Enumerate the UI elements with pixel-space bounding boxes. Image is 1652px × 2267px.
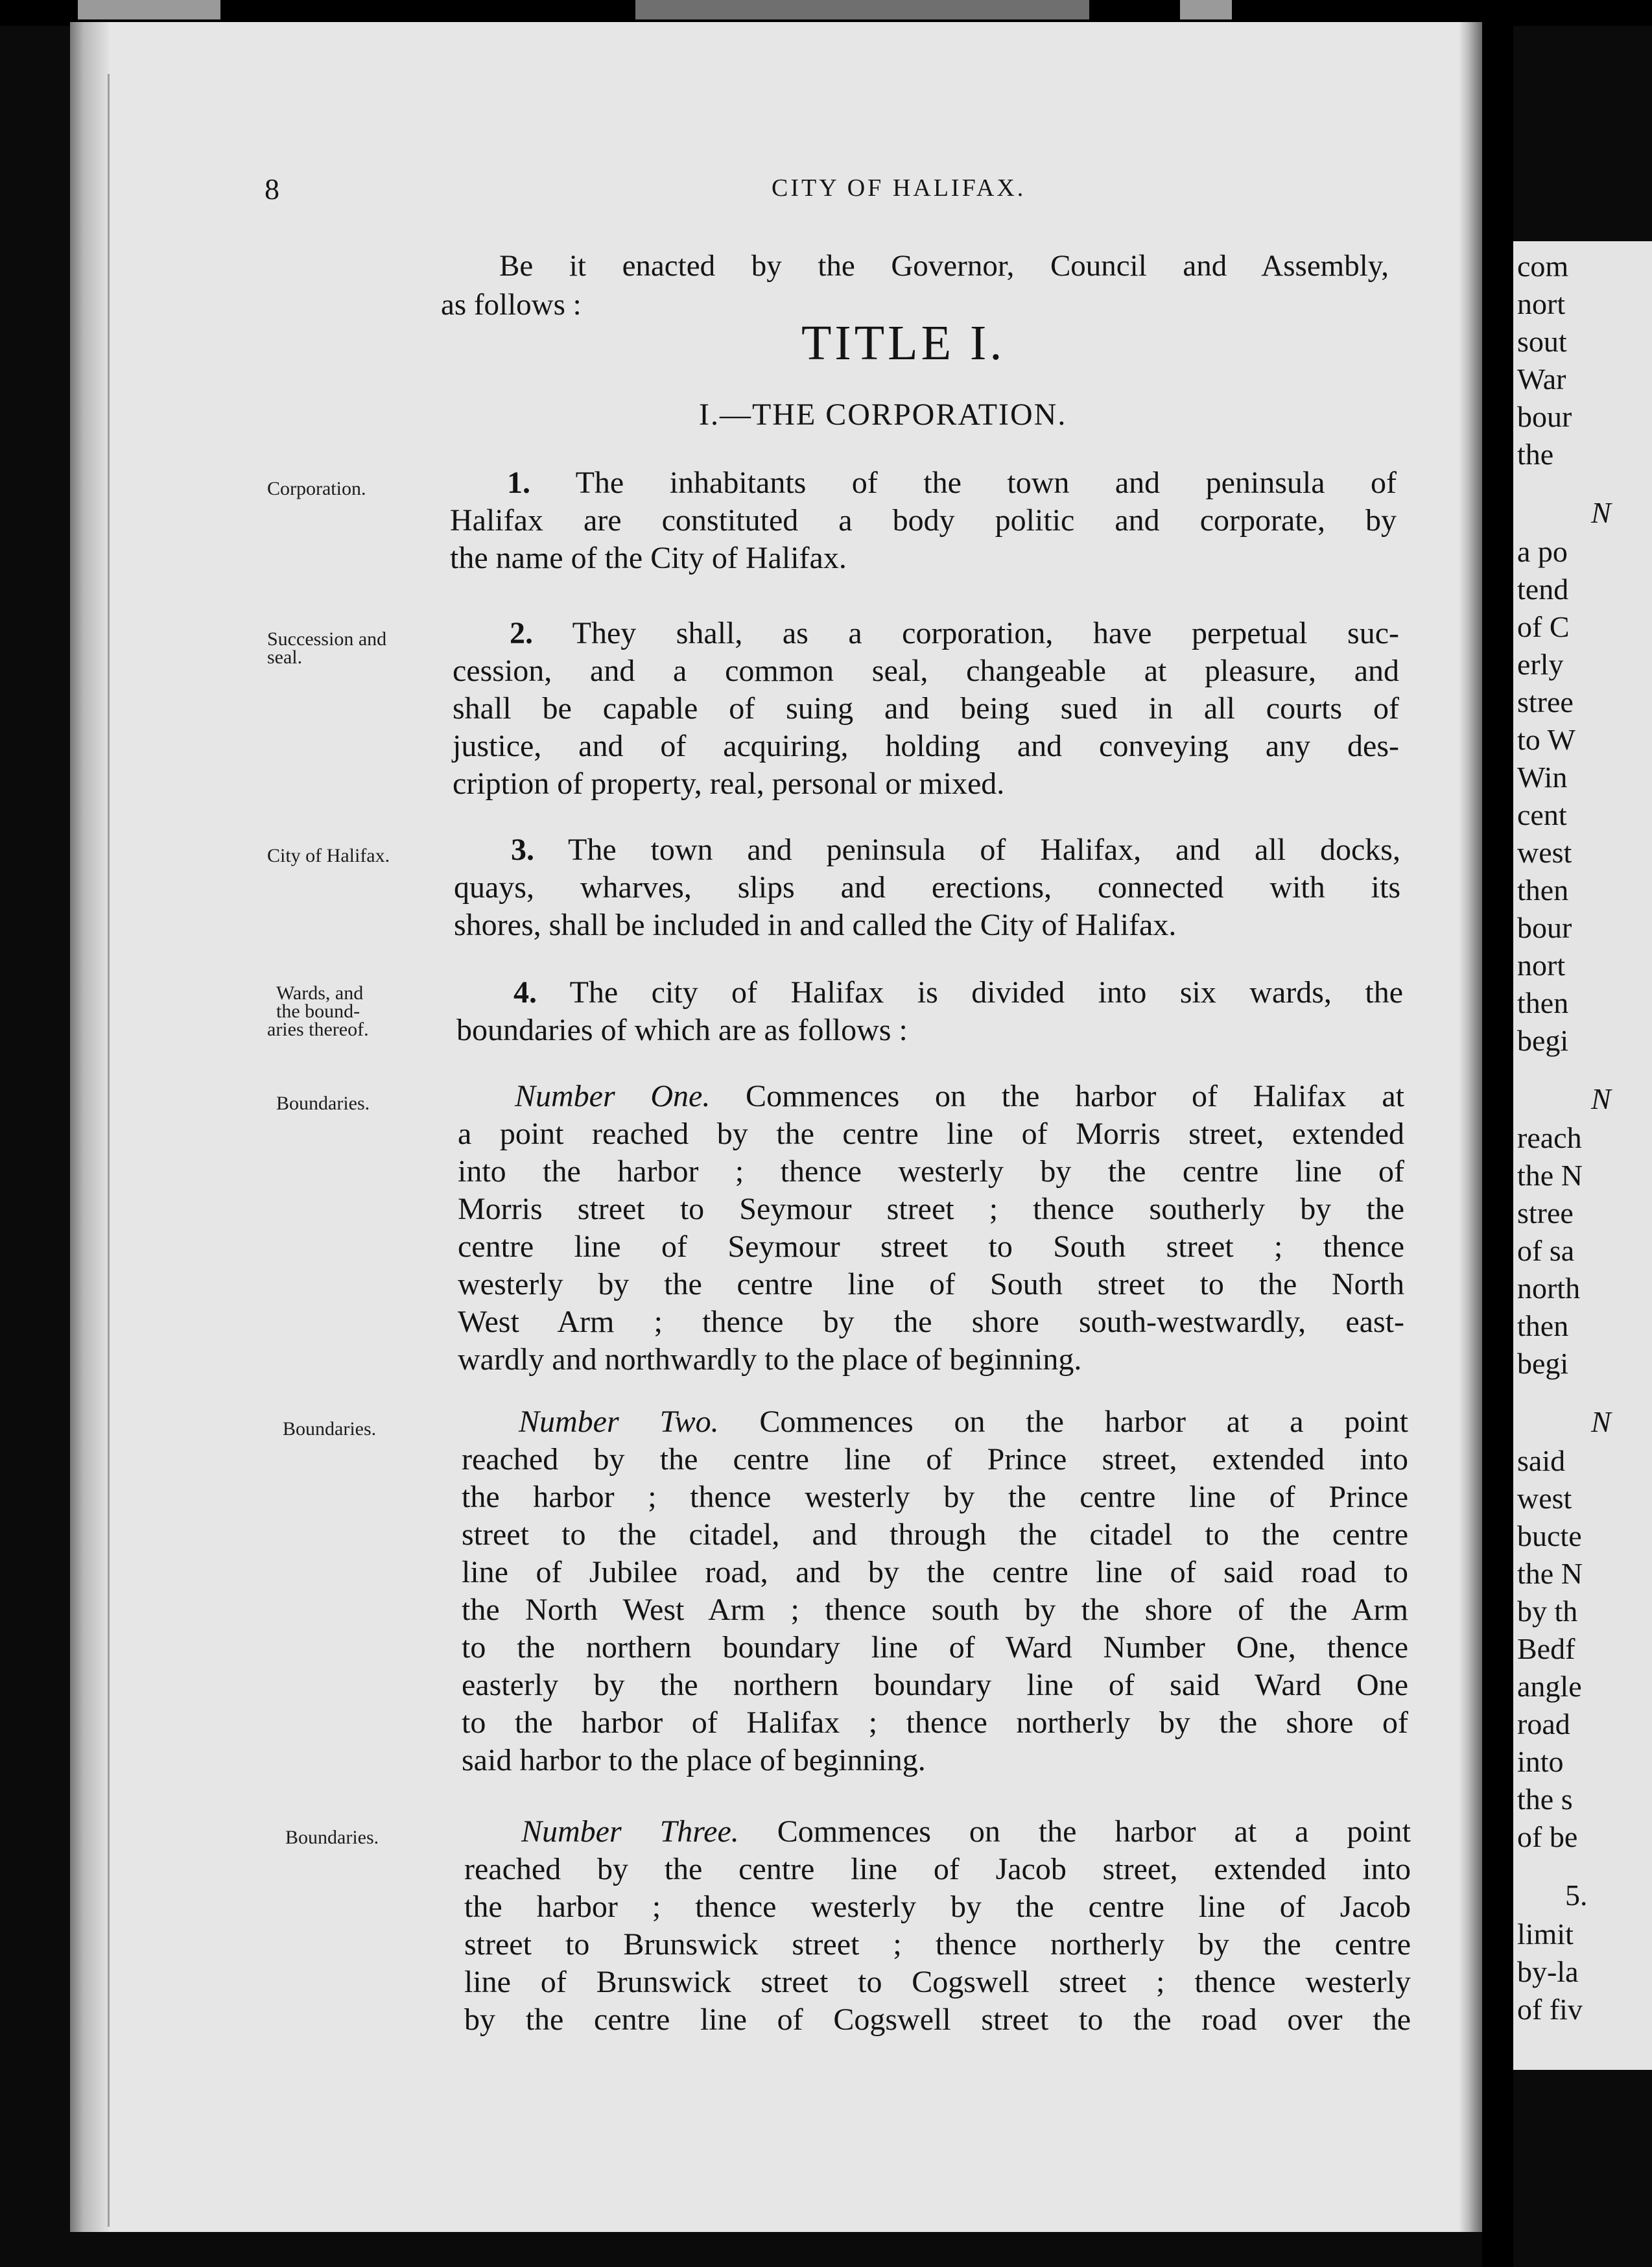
section-line: street to the citadel, and through the citadel to the centre [462, 1517, 1408, 1552]
section-line: westerly by the centre line of South street to the North [458, 1267, 1404, 1301]
margin-note-boundaries: Boundaries. [283, 1418, 377, 1440]
facing-page-fragment: then [1517, 873, 1569, 907]
facing-page-fragment: bucte [1517, 1519, 1582, 1552]
facing-page-fragment: reach [1517, 1121, 1582, 1154]
enactment-clause [441, 246, 1389, 324]
page-number: 8 [265, 172, 279, 206]
section-text: They shall, as a corporation, have perpetual suc- [572, 616, 1399, 650]
scan-edge-mark [1180, 0, 1232, 19]
section-line [458, 1078, 1404, 1115]
ward-heading: Number One. [515, 1079, 711, 1113]
section-line [456, 974, 1403, 1012]
facing-page-fragment: the [1517, 438, 1554, 471]
section-line: into the harbor ; thence westerly by the centre line of [458, 1154, 1404, 1189]
section-number: 3. [511, 833, 534, 867]
facing-page-fragment: then [1517, 986, 1569, 1019]
section-line: the harbor ; thence westerly by the centre line of Jacob [464, 1890, 1411, 1924]
section-line: by the centre line of Cogswell street to the road over the [464, 2002, 1411, 2037]
margin-note-boundaries: Boundaries. [285, 1827, 379, 1848]
margin-note-city: City of Halifax. [267, 845, 390, 866]
facing-page-fragment: 5. [1565, 1879, 1588, 1912]
facing-page-fragment: angle [1517, 1670, 1582, 1703]
facing-page-fragment: to W [1517, 723, 1575, 756]
scan-edge-mark [78, 0, 220, 19]
facing-page-fragment: cent [1517, 798, 1567, 831]
section-line: cession, and a common seal, changeable at pleasure, and [453, 654, 1399, 688]
facing-page-fragment: Bedf [1517, 1632, 1575, 1665]
section-line: easterly by the northern boundary line of said Ward One [462, 1668, 1408, 1702]
section-line: the name of the City of Halifax. [450, 541, 847, 575]
margin-note-line: Wards, and [276, 982, 364, 1004]
facing-page-fragment: erly [1517, 648, 1564, 681]
enactment-line: as follows : [441, 288, 582, 322]
margin-note-corporation: Corporation. [267, 478, 366, 499]
facing-page-fragment: bour [1517, 400, 1572, 433]
section-line: said harbor to the place of beginning. [462, 1743, 926, 1777]
ward-two-boundaries [462, 1403, 1408, 1779]
margin-note-line: the bound- [276, 1001, 360, 1022]
margin-note-wards [267, 984, 432, 1039]
section-line: cription of property, real, personal or mixed. [453, 766, 1005, 801]
section-3 [454, 831, 1400, 944]
facing-page-fragment: stree [1517, 1196, 1574, 1229]
facing-page-fragment: a po [1517, 535, 1568, 568]
facing-page-fragment: sout [1517, 325, 1567, 358]
section-line [453, 615, 1399, 652]
facing-page-fragment: said [1517, 1444, 1566, 1477]
section-line: West Arm ; thence by the shore south-westwardly, east- [458, 1305, 1404, 1339]
page-fold-shadow [70, 22, 109, 2232]
facing-page-fragment: of fiv [1517, 1993, 1583, 2026]
facing-page-fragment: bour [1517, 911, 1572, 944]
part-heading: I.—THE CORPORATION. [699, 398, 1067, 432]
facing-page-fragment: the N [1517, 1159, 1583, 1192]
margin-note-boundaries: Boundaries. [276, 1093, 370, 1114]
margin-note-line: aries thereof. [267, 1019, 369, 1040]
facing-page-fragment: limit [1517, 1917, 1574, 1951]
facing-page-fragment: west [1517, 1482, 1572, 1515]
facing-page-fragment: of sa [1517, 1234, 1575, 1267]
facing-page-fragment: north [1517, 1272, 1581, 1305]
section-4 [456, 974, 1403, 1049]
page-edge-line [108, 74, 110, 2227]
facing-page-fragment: nort [1517, 949, 1566, 982]
facing-page-fragment: begi [1517, 1024, 1569, 1057]
facing-page-fragment: War [1517, 362, 1566, 396]
facing-page-fragment: the N [1517, 1557, 1583, 1590]
margin-note-line: Succession and [267, 628, 387, 650]
section-line: a point reached by the centre line of Morris street, extended [458, 1117, 1404, 1151]
section-line: reached by the centre line of Jacob street, extended into [464, 1852, 1411, 1886]
facing-page-fragment: Win [1517, 761, 1568, 794]
page-gutter-shadow [1459, 22, 1482, 2232]
section-line [462, 1403, 1408, 1441]
section-text: The inhabitants of the town and peninsula of [575, 466, 1397, 500]
section-line: reached by the centre line of Prince street, extended into [462, 1442, 1408, 1477]
facing-page-fragment: com [1517, 250, 1569, 283]
enactment-line: Be it enacted by the Governor, Council and Assembly, [499, 249, 1389, 283]
margin-note-succession [267, 630, 432, 667]
section-line: shores, shall be included in and called the City of Halifax. [454, 908, 1177, 942]
facing-page-fragment: N [1591, 1405, 1611, 1438]
book-gutter [1482, 0, 1513, 2267]
section-line [464, 1813, 1411, 1851]
facing-page-fragment: by th [1517, 1595, 1578, 1628]
ward-three-boundaries [464, 1813, 1411, 2039]
section-number: 1. [507, 466, 530, 500]
ward-heading: Number Three. [521, 1814, 739, 1849]
margin-note-line: seal. [267, 647, 303, 668]
facing-page-fragment: into [1517, 1745, 1564, 1778]
facing-page-fragment: tend [1517, 573, 1569, 606]
section-1 [450, 464, 1397, 577]
section-line: Morris street to Seymour street ; thence southerly by the [458, 1192, 1404, 1226]
facing-page-fragment: the s [1517, 1783, 1573, 1816]
section-text: The city of Halifax is divided into six wards, the [569, 975, 1403, 1010]
facing-page-fragment: nort [1517, 287, 1566, 320]
section-line: to the harbor of Halifax ; thence northerly by the shore of [462, 1705, 1408, 1740]
section-line: line of Brunswick street to Cogswell street ; thence westerly [464, 1965, 1411, 1999]
section-2 [453, 615, 1399, 803]
section-line: justice, and of acquiring, holding and conveying any des- [453, 729, 1399, 763]
facing-page-fragment: of be [1517, 1820, 1578, 1853]
facing-page-fragment: stree [1517, 685, 1574, 718]
section-number: 2. [510, 616, 533, 650]
section-line [454, 831, 1400, 869]
ward-heading: Number Two. [519, 1405, 719, 1439]
section-line: wardly and northwardly to the place of beginning. [458, 1342, 1082, 1377]
section-text: Commences on the harbor at a point [759, 1405, 1408, 1439]
facing-page-fragment: road [1517, 1707, 1570, 1740]
facing-page-fragment: west [1517, 836, 1572, 869]
facing-page-fragment: then [1517, 1309, 1569, 1342]
section-line: line of Jubilee road, and by the centre line of said road to [462, 1555, 1408, 1589]
section-line: shall be capable of suing and being sued in all courts of [453, 691, 1399, 726]
facing-page-fragment: N [1591, 1082, 1611, 1115]
facing-page-fragment: by-la [1517, 1955, 1579, 1988]
facing-page-fragment: begi [1517, 1347, 1569, 1380]
section-line: street to Brunswick street ; thence northerly by the centre [464, 1927, 1411, 1962]
section-line: centre line of Seymour street to South street ; thence [458, 1229, 1404, 1264]
section-line: the harbor ; thence westerly by the centre line of Prince [462, 1480, 1408, 1514]
ward-one-boundaries [458, 1078, 1404, 1379]
title-heading: TITLE I. [801, 316, 1006, 370]
running-head: CITY OF HALIFAX. [772, 174, 1026, 202]
section-line: the North West Arm ; thence south by the shore of the Arm [462, 1593, 1408, 1627]
section-text: The town and peninsula of Halifax, and all docks, [568, 833, 1400, 867]
section-text: Commences on the harbor at a point [777, 1814, 1411, 1849]
section-line: to the northern boundary line of Ward Number One, thence [462, 1630, 1408, 1665]
scan-edge-mark [635, 0, 1089, 19]
section-line: boundaries of which are as follows : [456, 1013, 908, 1047]
facing-page-fragment: of C [1517, 610, 1570, 643]
section-line: quays, wharves, slips and erections, connected with its [454, 870, 1400, 905]
facing-page-fragment: N [1591, 496, 1611, 529]
section-line: Halifax are constituted a body politic and corporate, by [450, 503, 1397, 538]
section-number: 4. [513, 975, 537, 1010]
section-line [450, 464, 1397, 502]
section-text: Commences on the harbor of Halifax at [746, 1079, 1405, 1113]
book-page-right [1513, 241, 1652, 2070]
